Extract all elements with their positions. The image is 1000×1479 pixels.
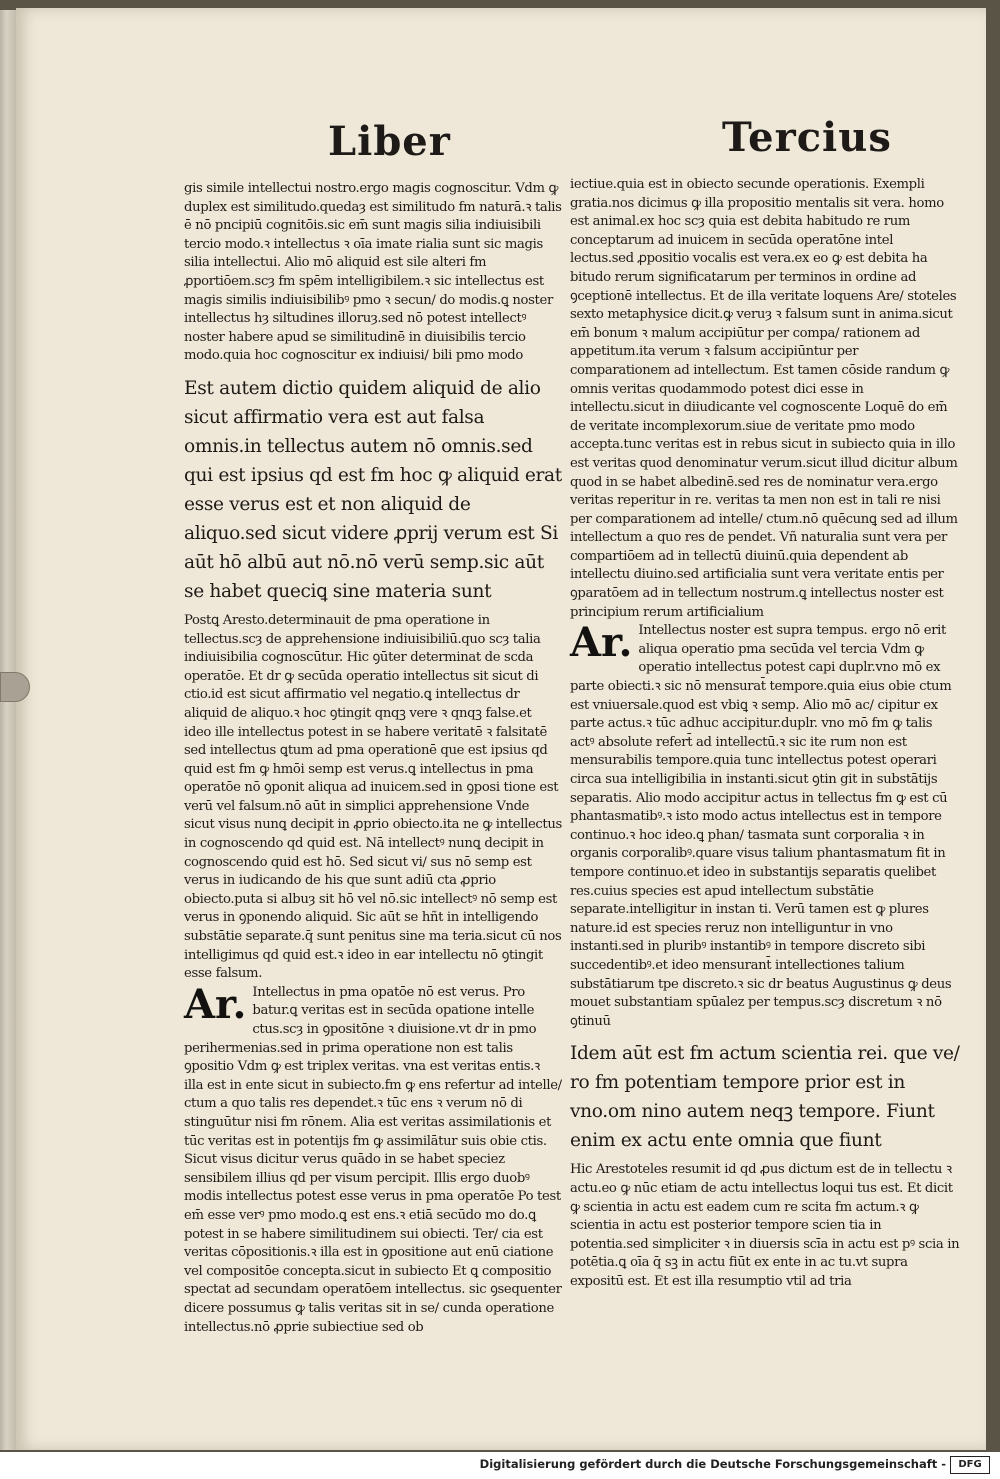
book-clasp xyxy=(0,672,30,702)
running-head-left: Liber xyxy=(328,118,451,165)
page-stack-edge xyxy=(0,10,17,1450)
left-column xyxy=(184,180,562,1337)
commentary-paragraph: Hic Arestoteles resumit id qd ꝓus dictum est de in tellectu ꝛ actu.eo ꝙ nūc etiam de actu intellectus loqui tus est. Et dicit ꝙ scientia in actu est eadem cum re scita fm actum.ꝛ ꝙ scientia in actu est posterior tempore scien tia in potentia.sed simpliciter ꝛ in diuersis scīa in actu est pꝰ scia in potētia.ꝗ oīa q̄ sꝫ in actu fiūt ex ente in ac tu.vt supra expositū est. Et est illa resumptio vtil ad tria xyxy=(570,1162,960,1289)
dfg-logo: DFG xyxy=(950,1456,990,1474)
argument-initial: Ar. xyxy=(184,980,247,1028)
digitization-footer xyxy=(0,1452,1000,1479)
running-head xyxy=(16,104,986,174)
running-head-right: Tercius xyxy=(722,114,892,161)
argument-block xyxy=(570,619,960,1031)
argument-text: Intellectus noster est supra tempus. ergo nō erit aliqua operatio pma secūda vel tercia Vdm ꝙ operatio intellectus potest capi duplr.vno mō ex parte obiecti.ꝛ sic nō mensurat̄ tempore.quia eius obie ctum est vniuersale.quod est vbiꝗ ꝛ semp. Alio mō ac/ cipitur ex parte actus.ꝛ tūc adhuc accipitur.duplr. vno mō fm ꝙ talis actꝰ absolute refert̄ ad intellectū.ꝛ sic ite rum non est mensurabilis tempore.quia tunc intellectus potest operari circa sua intelligibilia in instanti.sicut ꝯtin git in substātijs separatis. Alio modo accipitur actus in tellectus fm ꝙ est cū phantasmatibꝰ.ꝛ isto modo actus intellectus est in tempore continuo.ꝛ hoc ideo.ꝗ phan/ tasmata sunt corporalia ꝛ in organis corporalibꝰ.quare visus talium phantasmatum fit in tempore continuo.et ideo in substantijs separatis quelibet res.cuius species est apud intellectum substātie separate.intelligitur in instan ti. Verū tamen est ꝙ plures nature.id est species reruz non intelliguntur in vno instanti.sed in pluribꝰ instantibꝰ in tempore discreto sibi succedentibꝰ.et ideo mensurant̄ intellectiones talium substātiarum tpe discreto.ꝛ sic dr beatus Augustinus ꝙ deus mouet substantiam spūalez per tempus.scȝ discretum ꝛ nō ꝯtinuū xyxy=(570,623,952,1029)
book-page xyxy=(16,8,986,1450)
commentary-paragraph: Postꝗ Aresto.determinauit de pma operatione in tellectus.scȝ de apprehensione indiuisibiliū.quo scȝ talia indiuisibilia cognoscūtur. Hic ꝯūter determinat de scda operatōe. Et dr ꝙ secūda operatio intellectus sit sicut di ctio.id est sicut affirmatio vel negatio.ꝗ intellectus dr aliquid de aliquo.ꝛ hoc ꝯtingit qnqꝫ vere ꝛ qnqꝫ false.et ideo ille intellectus potest in se habere veritatē ꝛ falsitatē sed intellectus ꝗtum ad pma operationē que est ipsius qd quid est fm ꝙ hmōi semp est verus.ꝗ intellectus in pma operatōe nō ꝯponit aliqua ad inuicem.sed in ꝯposi tione est verū vel falsum.nō aūt in simplici apprehensione Vnde sicut visus nunꝗ decipit in ꝓprio obiecto.ita ne ꝙ intellectus in cognoscendo qd quid est. Nā intellectꝰ nunꝗ decipit in cognoscendo quid est hō. Sed sicut vi/ sus nō semp est verus in iudicando de his que sunt adiū cta ꝓprio obiecto.puta si albuȝ sit hō vel nō.sic intellectꝰ nō semp est verus in ꝯponendo aliquid. Sic aūt se hñt in intelligendo substātie separate.q̄ sunt penitus sine ma teria.sicut cū nos intelligimus qd quid est.ꝛ ideo in ear intellectu nō ꝯtingit esse falsum. xyxy=(184,612,562,982)
aristotle-lemma: Est autem dictio quidem aliquid de alio sicut affirmatio vera est aut falsa omnis.in tellectus autem nō omnis.sed qui est ipsius qd est fm hoc ꝙ aliquid erat esse verus est et non aliquid de aliquo.sed sicut videre ꝓprij verum est Si aūt hō albū aut nō.nō verū semp.sic aūt se habet queciꝗ sine materia sunt xyxy=(184,377,562,602)
argument-text: Intellectus in pma opatōe nō est verus. Pro batur.ꝗ veritas est in secūda opatione intelle ctus.scȝ in ꝯpositōne ꝛ diuisione.vt dr in pmo perihermenias.sed in prima operatione non est talis ꝯpositio Vdm ꝙ est triplex veritas. vna est veritas entis.ꝛ illa est in ente sicut in subiecto.fm ꝙ ens refertur ad intelle/ ctum a quo talis res dependet.ꝛ tūc ens ꝛ verum nō di stinguūtur nisi fm rōnem. Alia est veritas assimilationis et tūc veritas est in potentijs fm ꝙ assimilātur suis obie ctis. Sicut visus dicitur verus quādo in se habet speciez sensibilem illius qd per visum percipit. Illis ergo duobꝰ modis intellectus potest esse verus in pma operatōe Po test em̄ esse verꝰ pmo modo.ꝗ est ens.ꝛ etiā secūdo mo do.ꝗ potest in se habere similitudinem sui obiecti. Ter/ cia est veritas cōpositionis.ꝛ illa est in ꝯpositione aut enū ciatione vel compositōe concepta.sicut in subiecto Et ꝗ compositio spectat ad secundam operatōem intellectus. sic ꝯsequenter dicere possumus ꝙ talis veritas sit in se/ cunda operatione intellectus.nō ꝓprie subiectiue sed ob xyxy=(184,984,562,1335)
argument-block xyxy=(184,980,562,1337)
commentary-paragraph: gis simile intellectui nostro.ergo magis cognoscitur. Vdm ꝙ duplex est similitudo.quedaȝ est similitudo fm naturā.ꝛ talis ē nō pncipiū cognitōis.sic em̄ sunt magis silia indiuisibili tercio modo.ꝛ intellectus ꝛ oīa imate rialia sunt sic magis silia intellectui. Alio mō aliquid est sile alteri fm ꝓportiōem.scȝ fm spēm intelligibilem.ꝛ sic intellectus est magis similis indiuisibilibꝰ pmo ꝛ secun/ do modis.ꝗ noster intellectus hȝ siltudines illoruȝ.sed nō potest intellectꝰ noster habere apud se similitudinē in diuisibilis tercio modo.quia hoc cognoscitur ex indiuisi/ bili pmo modo xyxy=(184,181,562,364)
funding-credit: Digitalisierung gefördert durch die Deutsche Forschungsgemeinschaft - xyxy=(479,1457,946,1471)
aristotle-lemma: Idem aūt est fm actum scientia rei. que ve/ ro fm potentiam tempore prior est in vno.om nino autem neqꝫ tempore. Fiunt enim ex actu ente omnia que fiunt xyxy=(570,1043,960,1152)
commentary-paragraph: iectiue.quia est in obiecto secunde operationis. Exempli gratia.nos dicimus ꝙ illa propositio mentalis sit vera. homo est animal.ex hoc scȝ quia est debita habitudo re rum conceptarum ad inuicem in secūda operatōne intel lectus.sed ꝓpositio vocalis est vera.ex eo ꝙ est debita ha bitudo rerum significatarum per terminos in ordine ad ꝯceptionē intellectus. Et de illa veritate loquens Are/ stoteles sexto metaphysice dicit.ꝙ veruȝ ꝛ falsum sunt in anima.sicut em̄ bonum ꝛ malum accipiūtur per compa/ rationem ad appetitum.ita verum ꝛ falsum accipiūntur per comparationem ad intellectum. Est tamen cōside randum ꝙ omnis veritas quodammodo potest dici esse in intellectu.sicut in diiudicante vel cognoscente Loquē do em̄ de veritate incomplexorum.siue de veritate pmo modo accepta.tunc veritas est in rebus sicut in subiecto quia in illo est veritas quod denominatur verum.sicut illud dicitur album quod in se habet albedinē.sed res de nominatur vera.ergo veritas reperitur in re. veritas ta men non est in tali re nisi per comparationem ad intelle/ ctum.nō quēcunꝗ sed ad illum intellectum a quo res de pendet. Vñ naturalia sunt vera per compartiōem ad in tellectū diuinū.quia dependent ab intellectu diuino.sed artificialia sunt vera veritate entis per ꝯparatōem ad in tellectum nostrum.ꝗ intellectus noster est principium rerum artificialium xyxy=(570,177,958,620)
argument-initial: Ar. xyxy=(570,619,633,667)
right-column xyxy=(570,176,960,1291)
